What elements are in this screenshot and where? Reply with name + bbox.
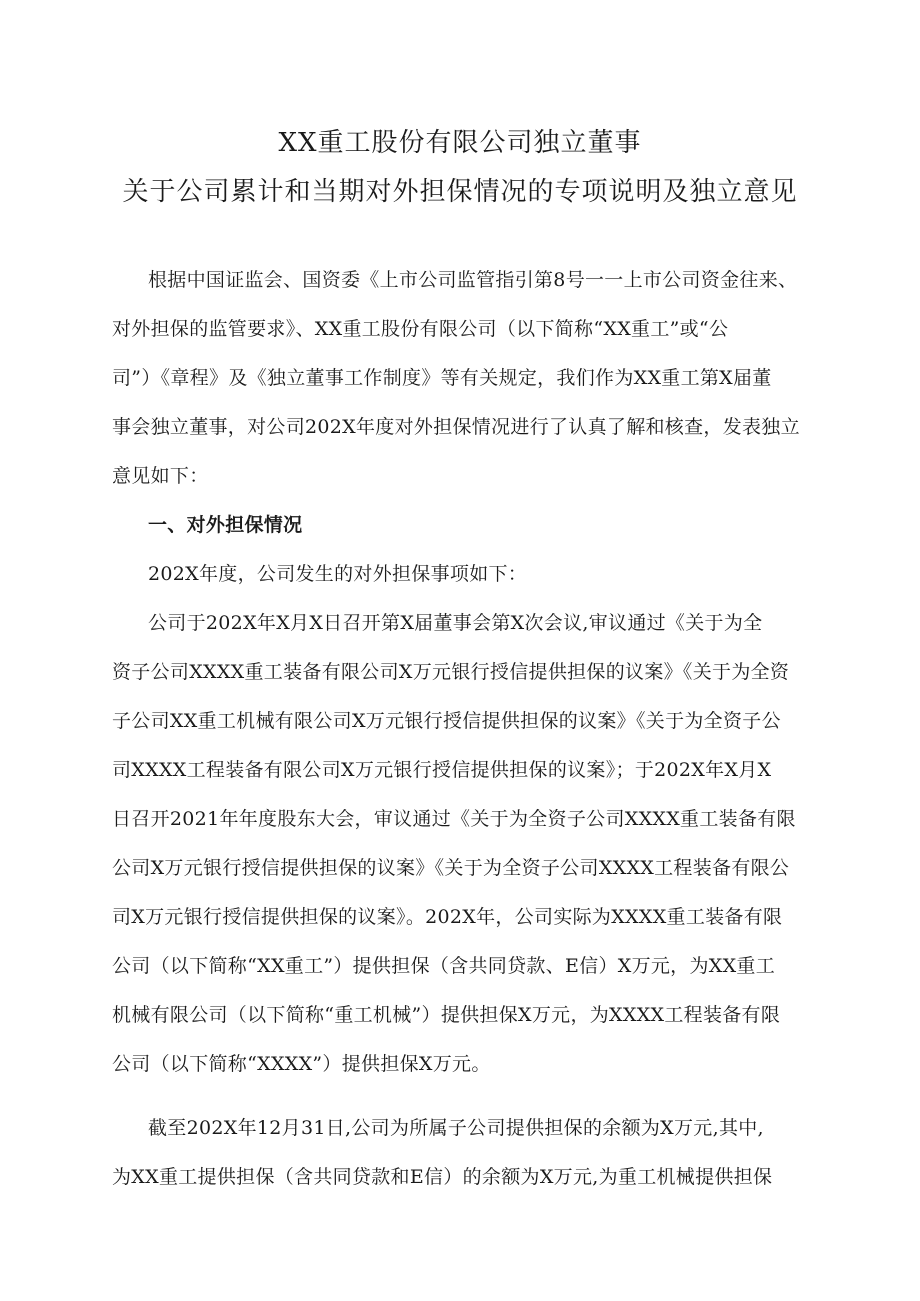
paragraph-line: 司XXXX工程装备有限公司X万元银行授信提供担保的议案》；于202X年X月X: [112, 759, 772, 781]
document-title-line1: XX重工股份有限公司独立董事: [278, 128, 642, 158]
document-title-line2: 关于公司累计和当期对外担保情况的专项说明及独立意见: [122, 177, 798, 207]
paragraph-line: 对外担保的监管要求》、XX重工股份有限公司（以下简称“XX重工”或“公: [112, 318, 729, 340]
paragraph-line: 公司X万元银行授信提供担保的议案》《关于为全资子公司XXXX工程装备有限公: [112, 857, 790, 879]
paragraph-line: 202X年度，公司发生的对外担保事项如下：: [148, 563, 528, 585]
paragraph-line: 司”）《章程》及《独立董事工作制度》等有关规定，我们作为XX重工第X届董: [112, 367, 772, 389]
paragraph-line: 公司于202X年X月X日召开第X届董事会第X次会议,审议通过《关于为全: [148, 612, 763, 634]
paragraph-line: 事会独立董事，对公司202X年度对外担保情况进行了认真了解和核查，发表独立: [112, 416, 800, 438]
paragraph-line: 司X万元银行授信提供担保的议案》。202X年，公司实际为XXXX重工装备有限: [112, 906, 783, 928]
paragraph-line: 截至202X年12月31日,公司为所属子公司提供担保的余额为X万元,其中,: [148, 1117, 764, 1139]
paragraph-line: 子公司XX重工机械有限公司X万元银行授信提供担保的议案》《关于为全资子公: [112, 710, 781, 732]
paragraph-line: 公司（以下简称“XX重工”）提供担保（含共同贷款、E信）X万元，为XX重工: [112, 955, 776, 977]
paragraph-line: 机械有限公司（以下简称“重工机械”）提供担保X万元，为XXXX工程装备有限: [112, 1004, 781, 1026]
paragraph-line: 意见如下：: [112, 465, 209, 487]
paragraph-line: 公司（以下简称“XXXX”）提供担保X万元。: [112, 1053, 491, 1075]
section-heading: 一、对外担保情况: [148, 514, 303, 536]
paragraph-line: 日召开2021年年度股东大会，审议通过《关于为全资子公司XXXX重工装备有限: [112, 808, 796, 830]
paragraph-line: 根据中国证监会、国资委《上市公司监管指引第8号一一上市公司资金往来、: [148, 269, 798, 291]
paragraph-line: 为XX重工提供担保（含共同贷款和E信）的余额为X万元,为重工机械提供担保: [112, 1166, 773, 1188]
paragraph-line: 资子公司XXXX重工装备有限公司X万元银行授信提供担保的议案》《关于为全资: [112, 661, 790, 683]
